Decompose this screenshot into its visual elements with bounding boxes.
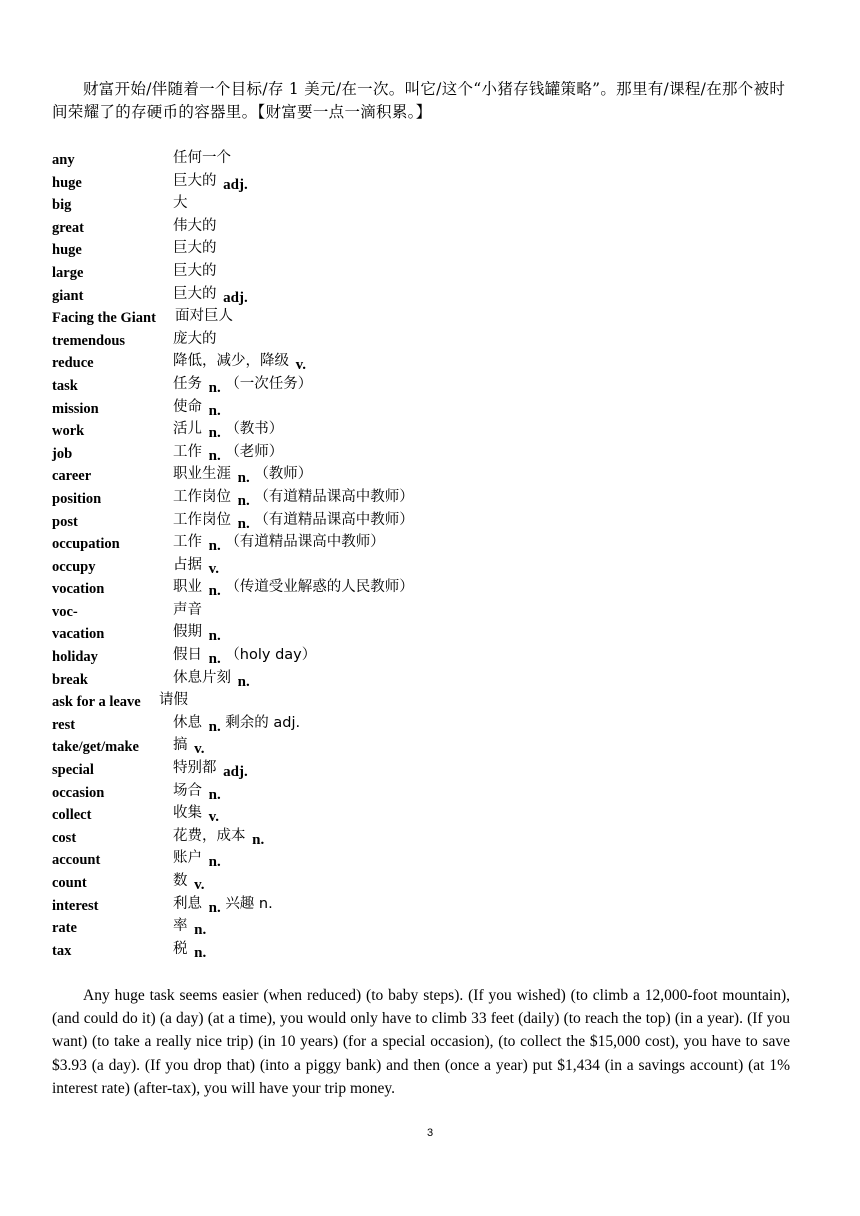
vocab-meaning-text: 花费，成本	[173, 827, 246, 844]
vocab-note: （holy day）	[225, 647, 317, 664]
vocab-meaning-text: 面对巨人	[175, 308, 233, 325]
vocab-row	[52, 395, 812, 418]
vocabulary-list	[52, 146, 812, 959]
vocab-meaning	[173, 395, 221, 419]
vocab-word: big	[52, 197, 72, 214]
vocab-row	[52, 191, 812, 214]
vocab-meaning-text: 搞	[173, 737, 188, 754]
vocab-meaning-text: 占据	[173, 556, 202, 573]
vocab-row	[52, 372, 812, 395]
vocab-meaning	[173, 259, 217, 280]
vocab-meaning	[173, 485, 414, 509]
vocab-meaning-text: 巨大的	[173, 172, 217, 189]
vocab-row	[52, 824, 812, 847]
vocab-word: vacation	[52, 626, 105, 643]
vocab-word: collect	[52, 807, 92, 824]
vocab-word: account	[52, 852, 101, 869]
vocab-meaning-text: 声音	[173, 601, 202, 618]
vocab-meaning	[173, 937, 207, 961]
vocab-row	[52, 914, 812, 937]
vocab-meaning	[173, 214, 217, 235]
vocab-meaning	[173, 372, 313, 396]
vocab-word: take/get/make	[52, 739, 139, 756]
vocab-meaning	[173, 643, 317, 668]
vocab-row	[52, 259, 812, 282]
vocab-meaning	[173, 327, 217, 348]
vocab-part-of-speech: n.	[208, 447, 221, 464]
vocab-word: rate	[52, 920, 77, 937]
vocab-meaning-text: 休息	[173, 714, 202, 731]
vocab-row	[52, 779, 812, 802]
vocab-part-of-speech: adj.	[223, 764, 248, 781]
page-number: 3	[426, 1127, 434, 1139]
vocab-meaning	[175, 304, 233, 325]
vocab-meaning	[173, 779, 221, 803]
vocab-meaning-text: 工作	[173, 534, 202, 551]
vocab-meaning	[173, 146, 231, 167]
vocab-row	[52, 169, 812, 192]
vocab-row	[52, 756, 812, 779]
vocab-part-of-speech: n.	[208, 651, 221, 668]
vocab-part-of-speech: n.	[208, 718, 221, 735]
vocab-meaning-text: 工作岗位	[173, 511, 231, 528]
vocab-row	[52, 937, 812, 960]
vocab-part-of-speech: n.	[194, 944, 207, 961]
english-passage: Any huge task seems easier (when reduced) (to baby steps). (If you wished) (to climb a 12,000-foot mountain), (and could do it) (a day) (at a time), you would only have to climb 33 feet (daily) (to reach the top) (in a year). (If you want) (to take a really nice trip) (in 10 years) (for a special occasion), (to collect the $15,000 cost), you have to save $3.93 (a day). (If you drop that) (into a piggy bank) and then (once a year) put $1,434 (in a savings account) (at 1% interest rate) (after-tax), you will have your trip money.	[52, 987, 790, 1097]
vocab-meaning-text: 休息片刻	[173, 669, 231, 686]
vocab-row	[52, 485, 812, 508]
vocab-row	[52, 620, 812, 643]
vocab-word: count	[52, 875, 87, 891]
vocab-note: （有道精品课高中教师）	[254, 488, 414, 505]
vocab-meaning	[173, 553, 220, 577]
vocab-meaning-text: 任务	[173, 375, 202, 392]
vocab-note: （传道受业解惑的人民教师）	[225, 579, 414, 596]
vocab-word: break	[52, 671, 88, 688]
vocab-row	[52, 553, 812, 576]
vocab-row	[52, 530, 812, 553]
vocab-part-of-speech: v.	[208, 560, 220, 577]
vocab-meaning	[173, 598, 202, 619]
vocab-row	[52, 711, 812, 734]
vocab-part-of-speech: n.	[208, 402, 221, 419]
vocab-meaning-text: 假期	[173, 624, 202, 641]
vocab-row	[52, 688, 812, 711]
vocab-word: giant	[52, 287, 84, 304]
vocab-meaning-text: 伟大的	[173, 217, 217, 234]
vocab-part-of-speech: v.	[295, 357, 307, 374]
vocab-word: career	[52, 468, 92, 485]
vocab-meaning	[173, 620, 221, 645]
vocab-meaning	[173, 440, 284, 464]
vocab-meaning-text: 工作	[173, 443, 202, 460]
vocab-meaning-text: 巨大的	[173, 240, 217, 257]
vocab-word: occasion	[52, 784, 105, 801]
vocab-meaning	[173, 575, 414, 600]
vocab-row	[52, 327, 812, 350]
vocab-meaning	[173, 756, 248, 781]
vocab-meaning-text: 场合	[173, 782, 202, 799]
vocab-part-of-speech: n.	[252, 831, 265, 848]
vocab-word: vocation	[52, 581, 105, 598]
vocab-meaning-text: 率	[173, 918, 188, 935]
vocab-meaning	[173, 530, 385, 555]
vocab-part-of-speech: v.	[208, 809, 220, 826]
vocab-word: great	[52, 219, 84, 236]
vocab-meaning	[173, 349, 307, 374]
vocab-part-of-speech: adj.	[223, 289, 248, 306]
vocab-row	[52, 236, 812, 259]
vocab-part-of-speech: n.	[237, 515, 250, 532]
vocab-meaning	[173, 282, 248, 306]
vocab-part-of-speech: n.	[208, 583, 221, 600]
vocab-note: （教书）	[225, 421, 284, 438]
vocab-meaning	[173, 417, 284, 442]
vocab-word: occupy	[52, 558, 96, 575]
vocab-word: occupation	[52, 536, 120, 553]
vocab-word: special	[52, 762, 94, 779]
vocab-meaning	[173, 666, 250, 690]
vocab-part-of-speech: adj.	[223, 176, 248, 193]
vocab-row	[52, 643, 812, 666]
vocab-word: job	[52, 445, 73, 462]
vocab-row	[52, 666, 812, 689]
vocab-meaning	[173, 869, 205, 893]
vocab-note: 剩余的 adj.	[225, 714, 301, 731]
vocab-word: position	[52, 490, 102, 507]
vocab-row	[52, 801, 812, 824]
vocab-row	[52, 508, 812, 531]
vocab-word: holiday	[52, 649, 98, 666]
vocab-word: any	[52, 152, 75, 168]
vocab-word: rest	[52, 716, 76, 733]
vocab-word: large	[52, 264, 84, 281]
vocab-meaning	[173, 236, 217, 257]
vocab-meaning-text: 大	[173, 195, 188, 212]
vocab-meaning	[173, 914, 207, 939]
vocab-row	[52, 869, 812, 892]
vocab-row	[52, 440, 812, 463]
vocab-word: post	[52, 513, 78, 530]
vocab-part-of-speech: n.	[208, 425, 221, 442]
vocab-row	[52, 575, 812, 598]
vocab-part-of-speech: n.	[208, 854, 221, 871]
vocab-meaning	[173, 846, 221, 871]
vocab-word: Facing the Giant	[52, 310, 156, 327]
vocab-meaning	[173, 801, 220, 826]
vocab-part-of-speech: n.	[208, 628, 221, 645]
vocab-meaning	[173, 824, 265, 848]
vocab-word: work	[52, 423, 85, 440]
vocab-note: （有道精品课高中教师）	[254, 511, 414, 528]
vocab-meaning-text: 数	[173, 873, 188, 889]
vocab-note: （教师）	[254, 466, 313, 483]
vocab-word: cost	[52, 829, 77, 846]
vocab-row	[52, 846, 812, 869]
vocab-part-of-speech: n.	[208, 538, 221, 555]
vocab-part-of-speech: v.	[194, 877, 205, 893]
vocab-word: voc-	[52, 603, 78, 620]
vocab-note: （一次任务）	[225, 375, 313, 392]
vocab-word: interest	[52, 897, 99, 914]
vocab-row	[52, 214, 812, 237]
vocab-part-of-speech: n.	[208, 786, 221, 803]
vocab-meaning	[173, 892, 273, 916]
vocab-word: huge	[52, 242, 82, 259]
vocab-meaning	[173, 462, 313, 487]
vocab-note: 兴趣 n.	[225, 895, 273, 912]
vocab-meaning	[173, 191, 188, 212]
vocab-part-of-speech: v.	[194, 741, 205, 758]
vocab-row	[52, 733, 812, 756]
vocab-part-of-speech: n.	[237, 673, 250, 690]
vocab-meaning-text: 请假	[159, 692, 188, 709]
vocab-word: reduce	[52, 355, 94, 372]
vocab-meaning-text: 巨大的	[173, 285, 217, 302]
vocab-word: mission	[52, 400, 99, 417]
vocab-meaning-text: 降低，减少，降级	[173, 353, 289, 370]
vocab-row	[52, 349, 812, 372]
vocab-word: huge	[52, 174, 82, 191]
vocab-note: （有道精品课高中教师）	[225, 534, 385, 551]
vocab-meaning-text: 收集	[173, 805, 202, 822]
vocab-row	[52, 462, 812, 485]
vocab-meaning-text: 税	[173, 940, 188, 957]
vocab-row	[52, 304, 812, 327]
vocab-part-of-speech: n.	[208, 899, 221, 916]
vocab-part-of-speech: n.	[237, 492, 250, 509]
vocab-meaning	[159, 688, 188, 709]
vocab-row	[52, 146, 812, 169]
vocab-row	[52, 282, 812, 305]
vocab-note: （老师）	[225, 443, 284, 460]
vocab-meaning-text: 假日	[173, 647, 202, 664]
vocab-row	[52, 892, 812, 915]
vocab-part-of-speech: n.	[208, 379, 221, 396]
vocab-meaning	[173, 508, 414, 532]
vocab-word: tremendous	[52, 332, 126, 349]
vocab-meaning-text: 利息	[173, 895, 202, 912]
vocab-word: ask for a leave	[52, 694, 141, 711]
vocab-meaning-text: 职业生涯	[173, 466, 231, 483]
vocab-meaning-text: 任何一个	[173, 150, 231, 166]
vocab-meaning-text: 庞大的	[173, 330, 217, 347]
vocab-meaning-text: 工作岗位	[173, 488, 231, 505]
vocab-meaning-text: 活儿	[173, 421, 202, 438]
vocab-part-of-speech: n.	[194, 922, 207, 939]
vocab-meaning-text: 职业	[173, 579, 202, 596]
intro-paragraph: 财富开始/伴随着一个目标/存 1 美元/在一次。叫它/这个“小猪存钱罐策略”。那里有/课程/在那个被时间荣耀了的存硬币的容器里。【财富要一点一滴积累。】	[52, 80, 786, 121]
vocab-meaning	[173, 733, 205, 758]
vocab-meaning	[173, 169, 248, 193]
vocab-row	[52, 598, 812, 621]
vocab-meaning-text: 使命	[173, 398, 202, 415]
vocab-meaning-text: 巨大的	[173, 262, 217, 279]
vocab-part-of-speech: n.	[237, 470, 250, 487]
vocab-meaning-text: 特别都	[173, 760, 217, 777]
vocab-row	[52, 417, 812, 440]
vocab-meaning	[173, 711, 301, 735]
vocab-word: task	[52, 377, 78, 394]
vocab-word: tax	[52, 942, 72, 959]
vocab-meaning-text: 账户	[173, 850, 202, 867]
